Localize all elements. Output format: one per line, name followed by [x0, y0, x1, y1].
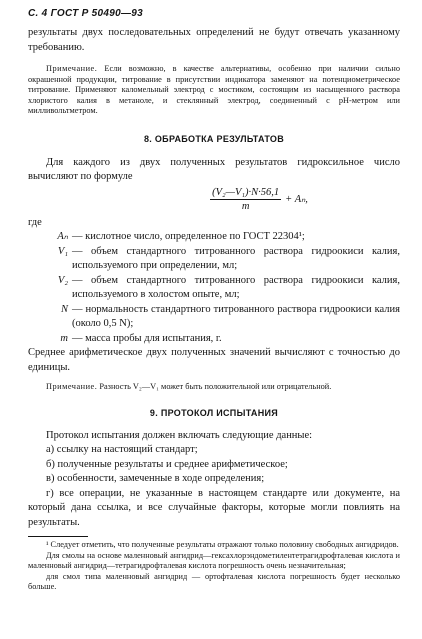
- definition-item: [28, 274, 400, 303]
- definition-symbol: Aₙ: [57, 231, 68, 242]
- intro-paragraph: результаты двух последовательных определений не будут отвечать указанному требованию.: [28, 27, 400, 53]
- note-potentiometric: [28, 64, 400, 117]
- note-lead: Примечание.: [46, 64, 98, 73]
- definition-text: — нормальность стандартного титрованного раствора гидроокиси калия (около 0,5 N);: [72, 303, 400, 329]
- mean-paragraph: Среднее арифметическое двух полученных значений вычисляют с точностью до единицы.: [28, 347, 400, 373]
- formula-tail: + Aₙ,: [285, 194, 308, 205]
- note-text: Если возможно, в качестве альтернативы, особенно при наличии сильно окрашенной продукции, титрование в присутствии индикатора заменяют на потенциометрическое титрование. Применяют каломельный электрод с мостиком, состоящим из насыщенного раствора хлористого калия в метаноле, и стеклянный электрод, соединенный с pH-метром или милливольтметром.: [28, 64, 400, 115]
- definition-item: [28, 230, 400, 245]
- definition-text: — объем стандартного титрованного раствора гидроокиси калия, используемого при определении, мл;: [72, 245, 400, 271]
- list-item: б) полученные результаты и среднее арифметическое;: [46, 458, 288, 470]
- formula-fraction: [210, 187, 281, 212]
- list-item: а) ссылку на настоящий стандарт;: [46, 444, 198, 455]
- definition-item: [28, 245, 400, 274]
- definition-symbol: V₁: [57, 245, 68, 257]
- definition-item: [28, 332, 400, 347]
- footnote: для смол типа маленновый ангидрид — ортофталевая кислота погрешность будет несколько больше.: [28, 571, 400, 591]
- note-lead: Примечание.: [46, 382, 98, 391]
- definition-text: — объем стандартного титрованного раствора гидроокиси калия, используемого в холостом опыте, мл;: [72, 274, 400, 300]
- protocol-list: [28, 443, 400, 487]
- formula: [118, 187, 400, 212]
- section-8-paragraph: Для каждого из двух полученных результатов гидроксильное число вычисляют по формуле: [28, 156, 400, 182]
- definition-text: — масса пробы для испытания, г.: [72, 332, 222, 344]
- note-difference: [28, 382, 400, 393]
- where-label: где: [28, 216, 42, 228]
- definitions-list: [28, 230, 400, 346]
- definition-symbol: N: [60, 303, 68, 315]
- formula-numerator: (V₂—V₁)·N·56,1: [212, 186, 280, 198]
- page-header: С. 4 ГОСТ Р 50490—93: [28, 8, 144, 19]
- definition-symbol: V₂: [57, 274, 68, 286]
- section-8-heading: 8. ОБРАБОТКА РЕЗУЛЬТАТОВ: [143, 133, 285, 144]
- note-text: Разность V₂—V₁ может быть положительной или отрицательной.: [97, 382, 332, 391]
- section-9-heading: 9. ПРОТОКОЛ ИСПЫТАНИЯ: [149, 407, 279, 418]
- definition-text: — кислотное число, определенное по ГОСТ 22304¹;: [72, 231, 305, 242]
- definition-symbol: m: [60, 332, 68, 344]
- list-item: г) все операции, не указанные в настоящем стандарте или документе, на который дана ссылка, и все случайные факторы, которые могли повлиять на результаты.: [28, 487, 400, 528]
- section-9-paragraph: Протокол испытания должен включать следующие данные:: [46, 429, 313, 441]
- formula-denominator: m: [241, 200, 250, 212]
- definition-item: [28, 303, 400, 332]
- list-item: в) особенности, замеченные в ходе определения;: [46, 473, 265, 484]
- footnote: ¹ Следует отметить, что полученные результаты отражают только половину свободных ангидридов.: [46, 540, 399, 549]
- footnote-rule: [28, 536, 88, 537]
- footnote: Для смолы на основе маленновый ангидрид—гексахлорэндометилентетрагидрофталевая кислота и маленновый ангидрид—тетрагидрофталевая кислота погрешность очень незначительная;: [28, 550, 400, 570]
